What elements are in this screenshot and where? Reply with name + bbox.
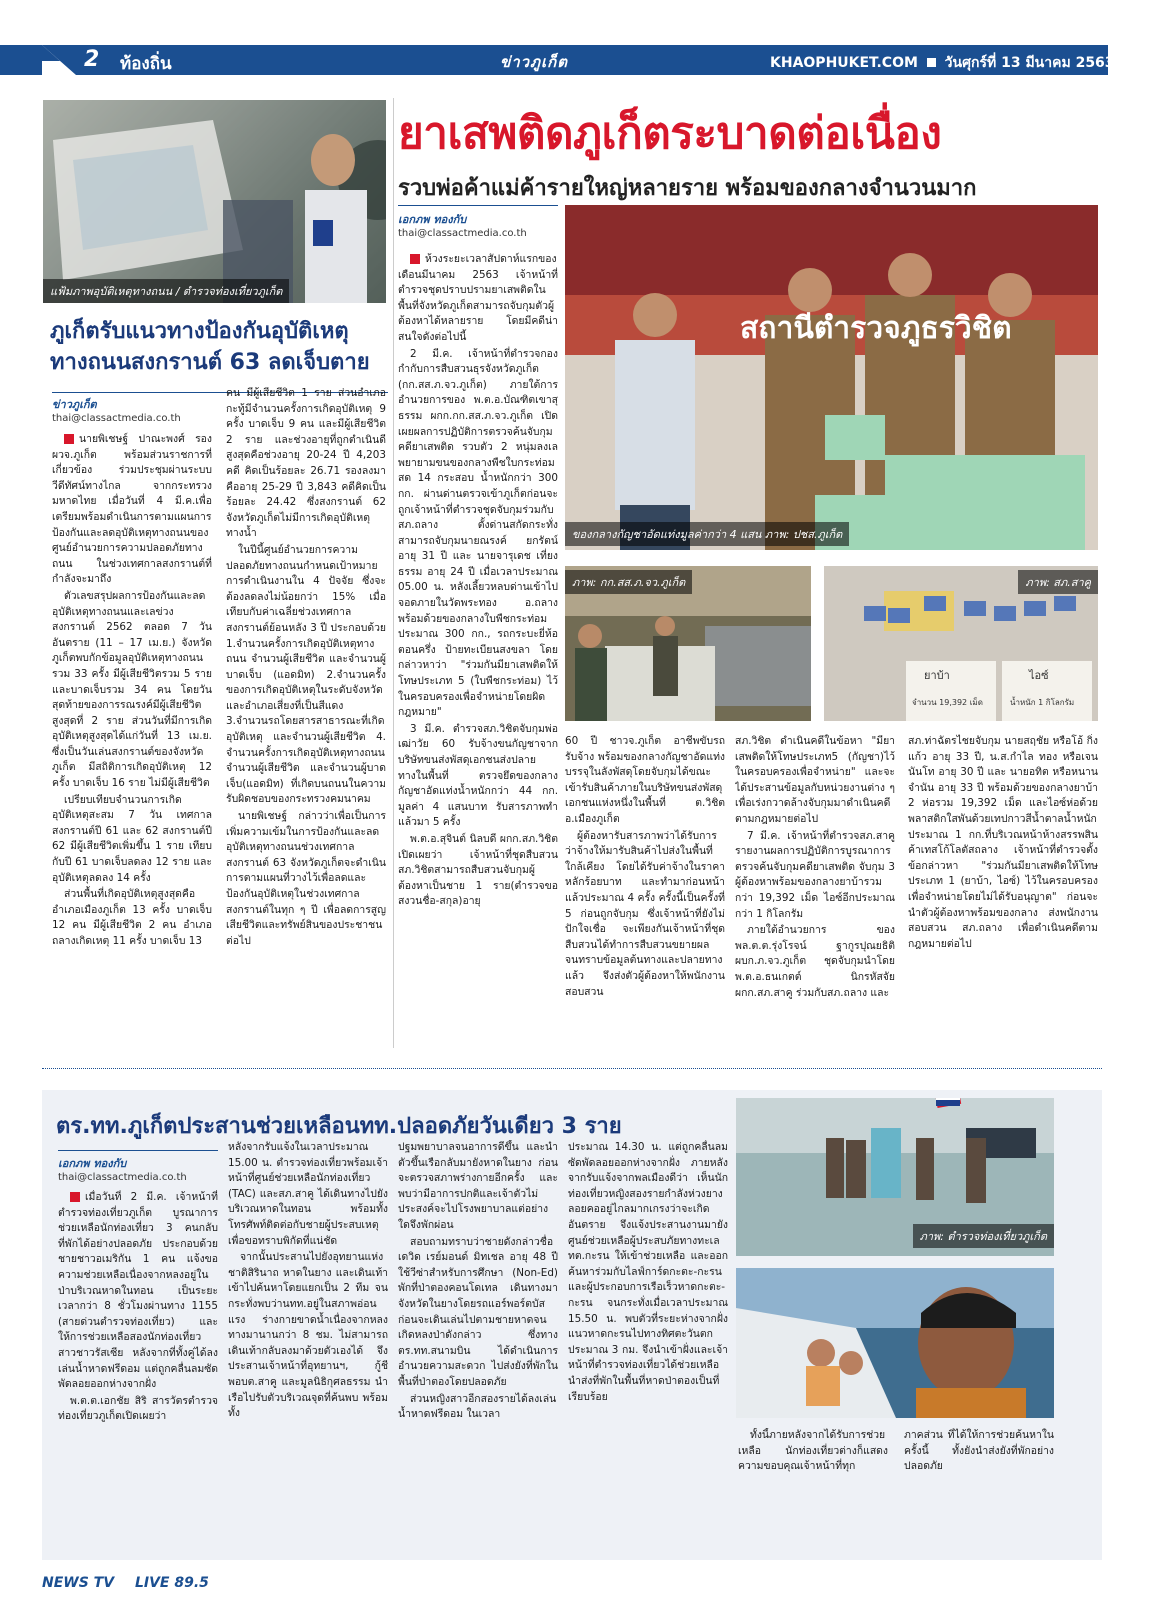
column-rule — [393, 98, 394, 1048]
paragraph: ห้วงระยะเวลาสัปดาห์แรกของเดือนมีนาคม 2563 เจ้าหน้าที่ตำรวจชุดปราบปรามยาเสพติดในพื้นที่จังหวัดภูเก็ตสามารถจับกุมตัวผู้ต้องหาได้หลายราย โดยมีคดีน่าสนใจดังต่อไปนี้ — [398, 253, 558, 343]
paragraph: หลังจากรับแจ้งในเวลาประมาณ 15.00 น. ตำรวจท่องเที่ยวพร้อมเจ้าหน้าที่ศูนย์ช่วยเหลือนักท่องเที่ยว (TAC) และสภ.สาคู ได้เดินทางไปยังบริเวณหาดในทอน พร้อมทั้งโทรศัพท์ติดต่อกับชายผู้ประสบเหตุ เพื่อขอทราบพิกัดที่แน่ชัด — [228, 1141, 388, 1247]
paragraph: สภ.วิชิต ดำเนินคดีในข้อหา "มียาเสพติดให้โทษประเภท5 (กัญชา)ไว้ในครอบครองเพื่อจำหน่าย" และจะได้ประสานข้อมูลกับหน่วยงานต่าง ๆ เพื่อเร่งกวาดล้างจับกุมมาดำเนินคดีตามกฎหมายต่อไป — [735, 735, 895, 825]
byline-email: thai@classactmedia.co.th — [58, 1172, 187, 1183]
ice-label: ไอซ์ — [1029, 669, 1049, 682]
section-name: ท้องถิ่น — [120, 54, 172, 74]
paragraph: ตัวเลขสรุปผลการป้องกันและลดอุบัติเหตุทางถนนและเลข่วงสงกรานต์ 2562 ตลอด 7 วันอันตราย (11 – 17 เม.ย.) จังหวัดภูเก็ตพบกักข้อมูลอุบัติเหตุทางถนนรวม 33 ครั้ง มีผู้เสียชีวิตรวม 5 ราย และบาดเจ็บรวม 34 คน โดยวันสุดท้ายของการรณรงค์มีผู้เสียชีวิตสูงสุดที่ 2 ราย ส่วนวันที่มีการเกิดอุบัติเหตุสูงสุดได้แก่วันที่ 13 เม.ย. ซึ่งเป็นวันเล่นสงกรานต์ของจังหวัดภูเก็ต มีสถิติการเกิดอุบัติเหตุ 12 ครั้ง บาดเจ็บ 16 ราย ไม่มีผู้เสียชีวิต — [52, 589, 212, 790]
paragraph: พ.ต.ต.เอกชัย สิริ สารวัตรตำรวจท่องเที่ยวภูเก็ตเปิดเผยว่า — [58, 1394, 218, 1423]
paragraph: 60 ปี ชาวจ.ภูเก็ต อาชีพขับรถรับจ้าง พร้อมของกลางกัญชาอัดแท่ง บรรจุในลังพัสดุโดยจับกุมได้ขณะเข้ารับสินค้าภายในบริษัทขนส่งพัสดุเอกชนแห่งหนึ่งในพื้นที่ ต.วิชิต อ.เมืองภูเก็ต — [565, 735, 725, 825]
paragraph: คน มีผู้เสียชีวิต 1 ราย ส่วนอำเภอกะทู้มีจำนวนครั้งการเกิดอุบัติเหตุ 9 ครั้ง บาดเจ็บ 9 คน และมีผู้เสียชีวิต 2 ราย และช่วงอายุที่ถูกตำเนินดีสูงสุดคือช่วงอายุ 20-24 ปี 4,203 คดี คิดเป็นร้อยละ 26.71 รองลงมาคืออายุ 25-29 ปี 3,843 คดีคิดเป็นร้อยละ 24.42 ซึ่งสงกรานต์ 62 จังหวัดภูเก็ตไม่มีการเกิดอุบัติเหตุทางน้ำ — [226, 387, 386, 540]
bullet-square-icon — [64, 434, 74, 444]
police-station-sign: สถานีตำรวจภูธรวิชิต — [740, 311, 1012, 346]
paragraph: ภายใต้อำนวยการ ของ พล.ต.ต.รุ่งโรจน์ ฐากูรปุณยธิติ ผบก.ภ.จว.ภูเก็ต ชุดจับกุมนำโดย พ.ต.อ.ธนเกตต์ นิกรหัสจัย ผกก.สภ.สาคู ร่วมกับสภ.ถลาง และ — [735, 924, 895, 999]
photo-caption: แฟ้มภาพอุบัติเหตุทางถนน / ตำรวจท่องเที่ยวภูเก็ต — [43, 279, 289, 303]
bottom-story-column-2 — [228, 1140, 388, 1552]
main-byline — [398, 210, 558, 239]
main-story-column-3 — [735, 734, 895, 1046]
separator-square-icon — [927, 58, 936, 67]
photo-caption: ภาพ: ตำรวจท่องเที่ยวภูเก็ต — [913, 1224, 1054, 1248]
site-and-date — [770, 52, 1115, 74]
bottom-headline: ตร.ทท.ภูเก็ตประสานช่วยเหลือนทท.ปลอดภัยวันเดียว 3 ราย — [56, 1114, 622, 1139]
byline-email: thai@classactmedia.co.th — [398, 228, 527, 239]
kratom-seizure-photo — [565, 566, 811, 721]
bullet-square-icon — [410, 254, 420, 264]
police-press-photo — [565, 205, 1098, 550]
boat-selfie-scene-icon — [736, 1268, 1054, 1418]
yaba-label: ยาบ้า — [924, 669, 950, 682]
website: KHAOPHUKET.COM — [770, 55, 918, 71]
main-story-column-2 — [565, 734, 725, 1046]
bottom-byline-rule — [58, 1150, 218, 1151]
paragraph: พ.ต.อ.สุจินต์ นิลบดี ผกก.สภ.วิชิต เปิดเผยว่า เจ้าหน้าที่ชุดสืบสวนสภ.วิชิตสามารถสืบสวนจับกุมผู้ต้องหาเป็นชาย 1 ราย(ตำรวจขอสงวนชื่อ-สกุล)อายุ — [398, 832, 558, 908]
photo-caption: ภาพ: กก.สส.ภ.จว.ภูเก็ต — [565, 570, 692, 594]
paragraph: นายพิเชษฐ์ ปาณะพงศ์ รอง ผวจ.ภูเก็ต พร้อมส่วนราชการที่เกี่ยวข้อง ร่วมประชุมผ่านระบบวีดีทัศน์ทางไกล จากกระทรวงมหาดไทย เมื่อวันที่ 4 มี.ค.เพื่อเตรียมพร้อมดำเนินการตามแผนการป้องกันและลดอุบัติเหตุทางถนนของศูนย์อำนวยการความปลอดภัยทางถนน ในช่วงเทศกาลสงกรานต์ที่กำลังจะมาถึง — [52, 433, 212, 586]
boat-rescue-photo — [736, 1268, 1054, 1418]
paragraph: เมื่อวันที่ 2 มี.ค. เจ้าหน้าที่ตำรวจท่องเที่ยวภูเก็ต บูรณาการช่วยเหลือนักท่องเที่ยว 3 คนกลับที่พักได้อย่างปลอดภัย ประกอบด้วย ชายชาวอเมริกัน 1 คน แจ้งขอความช่วยเหลือเนื่องจากหลงอยู่ในป่าบริเวณหาดในทอน เป็นระยะเวลากว่า 8 ชั่วโมงผ่านทาง 1155 (สายด่วนตำรวจท่องเที่ยว) และให้การช่วยเหลือสองนักท่องเที่ยวสาวชาวรัสเซีย หลังจากที่ทั้งคู่ได้ลงเล่นน้ำหาดฟรีดอม แต่ถูกคลื่นลมซัดพัดลอยออกห่างจากฝั่ง — [58, 1191, 218, 1391]
paragraph: สอบถามทราบว่าชายดังกล่าวชื่อ เดวิด เรย์มอนด์ มิทเชล อายุ 48 ปี ใช้วีซ่าสำหรับการศึกษา (Non-Ed) พักที่ป่าตองคอนโดเทล เดินทางมาจังหวัดในยางโดยรถแอร์พอร์ตบัส ก่อนจะเดินเล่นไปตามชายหาดจนเกิดหลงป่าดังกล่าว ซึ่งทางตร.ทท.สนามบิน ได้ดำเนินการอำนวยความสะดวก ไปส่งยังที่พักในพื้นที่ป่าตองโดยปลอดภัย — [398, 1235, 558, 1388]
bottom-story-column-3 — [398, 1140, 558, 1552]
paragraph: ส่วนหญิงสาวอีกสองรายได้ลงเล่นน้ำหาดฟรีดอม ในเวลา — [398, 1392, 557, 1421]
beach-rescue-photo — [736, 1098, 1054, 1256]
paragraph: นายพิเชษฐ์ กล่าวว่าเพื่อเป็นการเพิ่มความเข้มในการป้องกันและลดอุบัติเหตุทางถนนช่วงเทศกาลสงกรานต์ 63 จังหวัดภูเก็ตจะดำเนินการตามแผนที่วางไว้เพื่อลดและป้องกันอุบัติเหตุในช่วงเทศกาลสงกรานต์ในทุก ๆ ปี เพื่อลดการสูญเสียชีวิตและทรัพย์สินของประชาชนต่อไป — [226, 810, 386, 947]
bottom-story-column-5 — [738, 1428, 888, 1552]
issue-date: วันศุกร์ที่ 13 มีนาคม 2563 — [944, 55, 1115, 71]
main-story-column-1 — [398, 252, 558, 1046]
paragraph: ผู้ต้องหารับสารภาพว่าได้รับการว่าจ้างให้มารับสินค้าไปส่งในพื้นที่ใกล้เคียง โดยได้รับค่าจ้างในราคาหลักร้อยบาท และทำมาก่อนหน้าแล้วประมาณ 4 ครั้ง ครั้งนี้เป็นครั้งที่ 5 ก่อนถูกจับกุม ซึ่งเจ้าหน้าที่ยังไม่ปักใจเชื่อ จะเพียงกันเจ้าหน้าที่ชุดสืบสวนได้ทำการสืบสวนขยายผล จนทราบข้อมูลต้นทางและปลายทางแล้ว จึงส่งตัวผู้ต้องหาให้พนักงานสอบสวน — [565, 829, 725, 998]
accident-scene-icon — [43, 100, 386, 303]
accident-photo — [43, 100, 386, 303]
main-subheadline: รวบพ่อค้าแม่ค้ารายใหญ่หลายราย พร้อมของกลางจำนวนมาก — [398, 176, 977, 201]
arrow-mark-icon — [42, 45, 76, 75]
paragraph: 7 มี.ค. เจ้าหน้าที่ตำรวจสภ.สาคู รายงานผลการปฏิบัติการบูรณาการตรวจค้นจับกุมคดียาเสพติด จับกุม 3 ผู้ต้องหาพร้อมของกลางยาบ้ารวมกว่า 19,392 เม็ด ไอซ์อีกประมาณกว่า 1 กิโลกรัม — [735, 829, 895, 920]
paragraph: เปรียบเทียบจำนวนการเกิดอุบัติเหตุสะสม 7 วัน เทศกาลสงกรานต์ปี 61 และ 62 สงกรานต์ปี 62 มีผู้เสียชีวิตเพิ่มขึ้น 1 ราย เทียบกับปี 61 บาดเจ็บลดลง 12 ราย และอุบัติเหตุลดลง 14 ครั้ง — [52, 793, 212, 884]
bottom-byline — [58, 1154, 218, 1183]
corner-logo-mark — [42, 45, 76, 75]
paragraph: ทั้งนี้ภายหลังจากได้รับการช่วยเหลือ นักท่องเที่ยวต่างก็แสดงความขอบคุณเจ้าหน้าที่ทุก — [738, 1429, 888, 1473]
byline-name: เอกภพ ทองกับ — [58, 1157, 127, 1170]
left-headline: ภูเก็ตรับแนวทางป้องกันอุบัติเหตุ ทางถนนสงกรานต์ 63 ลดเจ็บตาย — [50, 319, 370, 375]
newspaper-logo: ข่าวภูเก็ต — [500, 53, 568, 71]
photo-caption: ของกลางกัญชาอัดแท่งมูลค่ากว่า 4 แสน ภาพ: ปชส.ภูเก็ต — [565, 522, 849, 546]
paragraph: 2 มี.ค. เจ้าหน้าที่ตำรวจกองกำกับการสืบสวนธุรจังหวัดภูเก็ต (กก.สส.ภ.จว.ภูเก็ต) ภายใต้การอำนวยการของ พ.ต.อ.บัณฑิตเขาสุธรรม ผกก.กก.สส.ภ.จว.ภูเก็ต เปิดเผยผลการปฏิบัติการตรวจค้นจับกุมคดียาเสพติด รวบตัว 2 หนุ่มลงเล พยายามขนของกลางพืชใบกระท่อมสด 14 กระสอบ น้ำหนักกว่า 300 กก. ผ่านด่านตรวจเข้าภูเก็ตก่อนจะถูกเจ้าหน้าที่ตำรวจชุดจับกุมร่วมกับสภ.ถลาง ตั้งด่านสกัดกระทั่งสามารถจับกุมนายณรงค์ ยกรัตน์ อายุ 31 ปี และ นายจารุเดช เที่ยงธรรม อายุ 24 ปี เมื่อเวลาประมาณ 05.00 น. หลังเลี้ยวหลบด่านเข้าไปจอดภายในวัดพระทอง อ.ถลาง พร้อมด้วยของกลางใบพืชกระท่อมประมาณ 300 กก., รถกระบะยี่ห้อตอนครึ่ง ป้ายทะเบียนสงขลา โดยกล่าวหาว่า "ร่วมกันมียาเสพติดให้โทษประเภท 5 (ใบพืชกระท่อม) ไว้ในครอบครองเพื่อจำหน่ายโดยผิดกฎหมาย" — [398, 347, 558, 719]
bullet-square-icon — [70, 1192, 80, 1202]
live-radio-logo: LIVE 89.5 — [134, 1575, 209, 1591]
page-header — [0, 45, 1115, 75]
main-byline-rule — [398, 205, 558, 206]
paragraph: สภ.ท่าฉัตรไชยจับกุม นายสฤชัย หรือโอ้ กิ่งแก้ว อายุ 33 ปี, น.ส.กำไล ทอง หรือเจน นันโท อายุ 30 ปี และ นายอทิต หรือหนาน จำนัน อายุ 33 ปี พร้อมด้วยของกลางยาบ้า 2 ห่อรวม 19,392 เม็ด และไอซ์ห่อด้วยพลาสติกใสพันด้วยเทปกาวสีน้ำตาลน้ำหนักประมาณ 1 กก.ที่บริเวณหน้าห้างสรรพสินค้าเทสโก้โลตัสถลาง เจ้าหน้าที่ตำรวจตั้งข้อกล่าวหา "ร่วมกันมียาเสพติดให้โทษประเภท 1 (ยาบ้า, ไอซ์) ไว้ในครอบครองเพื่อจำหน่ายโดยไม่ได้รับอนุญาต" ก่อนจะนำตัวผู้ต้องหาพร้อมของกลาง ส่งพนักงานสอบสวน สภ.ถลาง เพื่อดำเนินคดีตามกฎหมายต่อไป — [908, 735, 1098, 950]
section-divider — [42, 1068, 1102, 1069]
news-tv-logo: NEWS TV — [42, 1575, 115, 1591]
paragraph: 3 มี.ค. ตำรวจสภ.วิชิตจับกุมพ่อเฒ่าวัย 60 รับจ้างขนกัญชาจากบริษัทขนส่งพัสดุเอกชนส่งปลายทางในพื้นที่ ตรวจยึดของกลางกัญชาอัดแท่งน้ำหนักกว่า 44 กก. มูลค่า 4 แสนบาท รับสารภาพทำแล้วมา 5 ครั้ง — [398, 722, 558, 829]
paragraph: ในปีนี้ศูนย์อำนวยการความปลอดภัยทางถนนกำหนดเป้าหมายการดำเนินงานใน 4 ปัจจัย ซึ่งจะต้องลดลงไม่น้อยกว่า 15% เมื่อเทียบกับค่าเฉลี่ยช่วงเทศกาลสงกรานต์ย้อนหลัง 3 ปี ประกอบด้วย 1.จำนวนครั้งการเกิดอุบัติเหตุทางถนน จำนวนผู้เสียชีวิต และจำนวนผู้บาดเจ็บ (แอดมิท) 2.จำนวนครั้งของการเกิดอุบัติเหตุในระดับจังหวัดและอำเภอเสี่ยงที่เป็นสีแดง 3.จำนวนรถโดยสารสาธารณะที่เกิดอุบัติเหตุ และจำนวนผู้เสียชีวิต 4. จำนวนครั้งการเกิดอุบัติเหตุทางถนน จำนวนผู้เสียชีวิต และจำนวนผู้บาดเจ็บ(แอดมิท) ที่เกิดบนถนนในความรับผิดชอบของกระทรวงคมนาคม — [226, 543, 386, 806]
bottom-story-column-4 — [568, 1140, 728, 1552]
photo-caption: ภาพ: สภ.สาคู — [1018, 570, 1098, 594]
paragraph: ส่วนพื้นที่เกิดอุบัติเหตุสูงสุดคืออำเภอเมืองภูเก็ต 13 ครั้ง บาดเจ็บ 12 คน มีผู้เสียชีวิต 2 คน อำเภอถลางเกิดเหตุ 11 ครั้ง บาดเจ็บ 13 — [52, 888, 212, 947]
main-story-column-4 — [908, 734, 1098, 1046]
byline-email: thai@classactmedia.co.th — [52, 413, 181, 424]
yaba-amount: จำนวน 19,392 เม็ด — [912, 698, 983, 707]
left-byline — [52, 395, 212, 424]
main-headline: ยาเสพติดภูเก็ตระบาดต่อเนื่อง — [398, 108, 942, 159]
drugs-seizure-photo — [824, 566, 1098, 721]
ice-amount: น้ำหนัก 1 กิโลกรัม — [1010, 698, 1075, 707]
paragraph: ประมาณ 14.30 น. แต่ถูกคลื่นลมซัดพัดลอยออกห่างจากฝั่ง ภายหลังจากรับแจ้งจากพลเมืองดีว่า เห็นนักท่องเที่ยวหญิงสองรายกำลังห่วงยางลอยคออยู่ไกลมากเกรงว่าจะเกิดอันตราย จึงแจ้งประสานงานมายังศูนย์ช่วยเหลือผู้ประสบภัยทางทะเล ทต.กะรน ให้เข้าช่วยเหลือ และออกค้นหาร่วมกับไลฟ์การ์ดกะตะ-กะรน และผู้ประกอบการเรือเร็วหาดกะตะ-กะรน จนกระทั่งเมื่อเวลาประมาณ 15.50 น. พบตัวที่ระยะห่างจากฝั่งแนวหาดกะรนไปทางทิศตะวันตกประมาณ 3 กม. จึงนำเข้าฝั่งและเจ้าหน้าที่ตำรวจท่องเที่ยวได้ช่วยเหลือ นำส่งที่พักในพื้นที่หาดป่าตองเป็นที่เรียบร้อย — [568, 1141, 728, 1403]
paragraph: ภาคส่วน ที่ได้ให้การช่วยค้นหาในครั้งนี้ ทั้งยังนำส่งยังที่พักอย่างปลอดภัย — [904, 1429, 1054, 1473]
left-story-column-2 — [226, 386, 386, 1044]
page-number: 2 — [84, 47, 100, 72]
byline-name: เอกภพ ทองกับ — [398, 213, 467, 226]
paragraph: จากนั้นประสานไปยังอุทยานแห่งชาติสิรินาถ หาดในยาง และเดินเท้าเข้าไปค้นหาโดยแยกเป็น 2 ทีม จนกระทั่งพบว่านทท.อยู่ในสภาพอ่อนแรง ร่างกายขาดน้ำเนื่องจากหลงทางมานานกว่า 8 ชม. ไม่สามารถเดินเท้ากลับลงมาด้วยตัวเองได้ จึงประสานเจ้าหน้าที่อุทยานฯ, กู้ชีพอบต.สาคู และมูลนิธิกุศลธรรม นำเรือไปรับตัวบริเวณจุดที่ค้นพบ พร้อมทั้ง — [228, 1251, 388, 1420]
byline-name: ข่าวภูเก็ต — [52, 398, 97, 411]
police-officers-scene-icon — [565, 205, 1098, 550]
paragraph: ปฐมพยาบาลจนอาการดีขึ้น และนำตัวขึ้นเรือกลับมายังหาดในยาง ก่อนจะตรวจสภาพร่างกายอีกครั้ง และพบว่ามีอาการปกติและเจ้าตัวไม่ประสงค์จะไปโรงพยาบาลแต่อย่างใดจึงพักผ่อน — [398, 1141, 558, 1231]
footer-logos — [42, 1575, 209, 1591]
bottom-story-column-6 — [904, 1428, 1054, 1552]
bottom-story-column-1 — [58, 1190, 218, 1552]
left-story-column-1 — [52, 432, 212, 1044]
